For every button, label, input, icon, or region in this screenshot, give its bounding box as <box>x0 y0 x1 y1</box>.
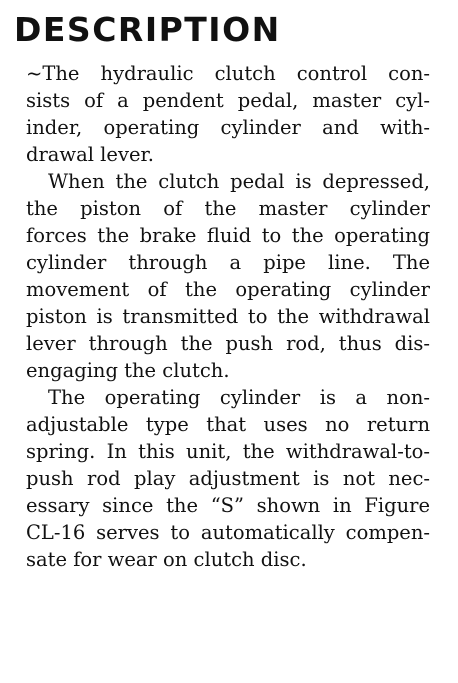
text-line: ~The hydraulic clutch control con- <box>26 62 430 85</box>
paragraph-2 <box>26 168 430 384</box>
text-line: When the clutch pedal is depressed, <box>48 170 430 193</box>
text-line: drawal lever. <box>26 143 154 166</box>
text-line: CL-16 serves to automatically compen- <box>26 521 430 544</box>
text-line: adjustable type that uses no return <box>26 413 430 436</box>
text-line: essary since the “S” shown in Figure <box>26 494 430 517</box>
text-line: The operating cylinder is a non- <box>48 386 430 409</box>
text-line: sate for wear on clutch disc. <box>26 548 307 571</box>
text-line: spring. In this unit, the withdrawal-to- <box>26 440 430 463</box>
text-line: push rod play adjustment is not nec- <box>26 467 430 490</box>
text-line: lever through the push rod, thus dis- <box>26 332 430 355</box>
description-body <box>26 60 430 573</box>
text-line: piston is transmitted to the withdrawal <box>26 305 430 328</box>
text-line: engaging the clutch. <box>26 359 230 382</box>
text-line: movement of the operating cylinder <box>26 278 430 301</box>
text-line: inder, operating cylinder and with- <box>26 116 430 139</box>
text-line: sists of a pendent pedal, master cyl- <box>26 89 430 112</box>
section-heading: DESCRIPTION <box>14 10 281 49</box>
text-line: the piston of the master cylinder <box>26 197 430 220</box>
paragraph-3 <box>26 384 430 573</box>
paragraph-1 <box>26 60 430 168</box>
text-line: cylinder through a pipe line. The <box>26 251 430 274</box>
text-line: forces the brake fluid to the operating <box>26 224 430 247</box>
